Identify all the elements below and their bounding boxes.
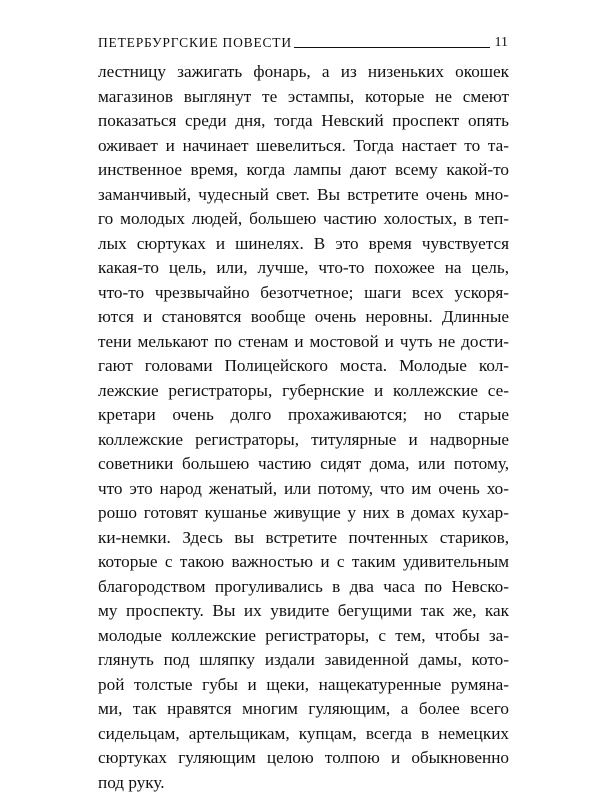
page-number: 11 <box>495 36 508 50</box>
text-line: ются и становятся вообще очень неровны. Длинные <box>98 305 509 330</box>
text-line: которые с такою важностью и с таким удивительным <box>98 550 509 575</box>
text-line: лых сюртуках и шинелях. В это время чувствуется <box>98 232 509 257</box>
text-line: коллежские регистраторы, титулярные и надворные <box>98 428 509 453</box>
text-line: ки-немки. Здесь вы встретите почтенных стариков, <box>98 526 509 551</box>
text-line: показаться среди дня, тогда Невский проспект опять <box>98 109 509 134</box>
text-line: магазинов выглянут те эстампы, которые не смеют <box>98 85 509 110</box>
header-rule <box>294 47 490 48</box>
text-line: го молодых людей, большею частию холостых, в теп- <box>98 207 509 232</box>
text-line: инственное время, когда лампы дают всему какой-то <box>98 158 509 183</box>
text-line: тени мелькают по стенам и мостовой и чуть не дости- <box>98 330 509 355</box>
text-line: рошо готовят кушанье живущие у них в домах кухар- <box>98 501 509 526</box>
text-line: рой толстые губы и щеки, нащекатуренные румяна- <box>98 673 509 698</box>
body-text <box>98 60 509 795</box>
text-line: му проспекту. Вы их увидите бегущими так же, как <box>98 599 509 624</box>
text-line: какая-то цель, или, лучше, что-то похожее на цель, <box>98 256 509 281</box>
text-line: гают головами Полицейского моста. Молодые кол- <box>98 354 509 379</box>
running-header <box>98 34 508 50</box>
text-line: благородством прогуливались в два часа по Невско- <box>98 575 509 600</box>
text-line: советники большею частию сидят дома, или потому, <box>98 452 509 477</box>
running-header-title: ПЕТЕРБУРГСКИЕ ПОВЕСТИ <box>98 36 292 50</box>
text-line: кретари очень долго прохаживаются; но старые <box>98 403 509 428</box>
text-line: под руку. <box>98 771 509 795</box>
text-line: глянуть под шляпку издали завиденной дамы, кото- <box>98 648 509 673</box>
text-line: молодые коллежские регистраторы, с тем, чтобы за- <box>98 624 509 649</box>
text-line: лежские регистраторы, губернские и коллежские се- <box>98 379 509 404</box>
text-line: что-то чрезвычайно безотчетное; шаги всех ускоря- <box>98 281 509 306</box>
text-line: сидельцам, артельщикам, купцам, всегда в немецких <box>98 722 509 747</box>
text-line: сюртуках гуляющим целою толпою и обыкновенно <box>98 746 509 771</box>
text-line: ми, так нравятся многим гуляющим, а более всего <box>98 697 509 722</box>
text-line: оживает и начинает шевелиться. Тогда настает то та- <box>98 134 509 159</box>
text-line: заманчивый, чудесный свет. Вы встретите очень мно- <box>98 183 509 208</box>
text-line: лестницу зажигать фонарь, а из низеньких окошек <box>98 60 509 85</box>
text-line: что это народ женатый, или потому, что им очень хо- <box>98 477 509 502</box>
